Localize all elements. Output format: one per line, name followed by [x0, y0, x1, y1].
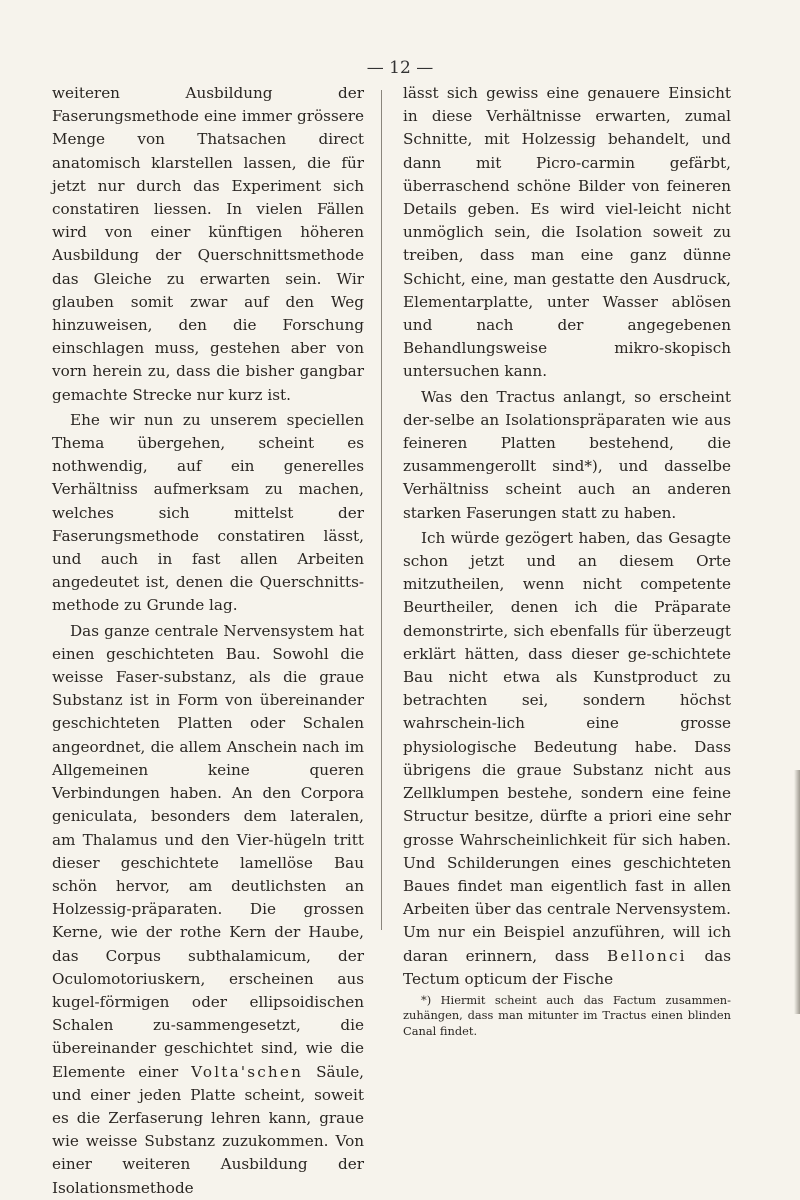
- paragraph: Was den Tractus anlangt, so erscheint der-selbe an Isolationspräparaten wie aus feineren Platten bestehend, die zusammengerollt sind*), und dasselbe Verhältniss scheint auch an anderen starken Faserungen statt zu haben.: [403, 387, 731, 522]
- person-name: Bellonci: [606, 946, 687, 965]
- paragraph-text: das Tectum opticum der Fische: [403, 946, 732, 988]
- paragraph-text: Ich würde gezögert haben, das Gesagte schon jetzt und an diesem Orte mitzutheilen, wenn nicht competente Beurtheiler, denen ich die Präparate demonstrirte, sich ebenfalls für überzeugt erklärt hätten, dass dieser ge-schichtete Bau nicht etwa als Kunstproduct zu betrachten sei, sondern höchst wahrschein-lich eine grosse physiologische Bedeutung habe. Dass übrigens die graue Substanz nicht aus Zellklumpen bestehe, sondern eine feine Structur besitze, dürfte a priori eine sehr grosse Wahrscheinlichkeit für sich haben. Und Schilderungen eines geschichteten Baues findet man eigentlich fast in allen Arbeiten über das centrale Nervensystem. Um nur ein Beispiel anzuführen, will ich daran erinnern, dass: [403, 528, 731, 965]
- footnote: *) Hiermit scheint auch das Factum zusammen-zuhängen, dass man mitunter im Tractus einen blinden Canal findet.: [403, 992, 731, 1038]
- paragraph: Ehe wir nun zu unserem speciellen Thema übergehen, scheint es nothwendig, auf ein generelles Verhältniss aufmerksam zu machen, welches sich mittelst der Faserungsmethode constatiren lässt, und auch in fast allen Arbeiten angedeutet ist, denen die Querschnitts-methode zu Grunde lag.: [52, 410, 364, 615]
- paragraph-text: Das ganze centrale Nervensystem hat einen geschichteten Bau. Sowohl die weisse Faser-substanz, als die graue Substanz ist in Form von übereinander geschichteten Platten oder Schalen angeordnet, die allem Anschein nach im Allgemeinen keine queren Verbindungen haben. An den Corpora geniculata, besonders dem lateralen, am Thalamus und den Vier-hügeln tritt dieser geschichtete lamellöse Bau schön hervor, am deutlichsten an Holzessig-präparaten. Die grossen Kerne, wie der rothe Kern der Haube, das Corpus subthalamicum, der Oculomotoriuskern, erscheinen aus kugel-förmigen oder ellipsoidischen Schalen zu-sammengesetzt, die übereinander geschichtet sind, wie die Elemente einer: [52, 621, 364, 1081]
- paragraph: [403, 527, 731, 991]
- paragraph: [52, 620, 364, 1200]
- right-column: [403, 82, 731, 1039]
- paragraph: lässt sich gewiss eine genauere Einsicht in diese Verhältnisse erwarten, zumal Schnitte, mit Holzessig behandelt, und dann mit Picro-carmin gefärbt, überraschend schöne Bilder von feineren Details geben. Es wird viel-leicht nicht unmöglich sein, die Isolation soweit zu treiben, dass man eine ganz dünne Schicht, eine, man gestatte den Ausdruck, Elementarplatte, unter Wasser ablösen und nach der angegebenen Behandlungsweise mikro-skopisch untersuchen kann.: [403, 84, 731, 381]
- column-divider: [381, 90, 382, 930]
- paragraph-text: Säule, und einer jeden Platte scheint, soweit es die Zerfaserung lehren kann, graue wie weisse Substanz zuzukommen. Von einer weiteren Ausbildung der Isolationsmethode: [52, 1062, 365, 1197]
- page-number: — 12 —: [366, 58, 434, 78]
- person-name: Volta'schen: [191, 1062, 304, 1081]
- left-column: [52, 82, 364, 1200]
- page-edge-shadow: [794, 770, 800, 1014]
- paragraph: weiteren Ausbildung der Faserungsmethode eine immer grössere Menge von Thatsachen direct anatomisch klarstellen lassen, die für jetzt nur durch das Experiment sich constatiren liessen. In vielen Fällen wird von einer künftigen höheren Ausbildung der Querschnittsmethode das Gleiche zu erwarten sein. Wir glauben somit zwar auf den Weg hinzuweisen, den die Forschung einschlagen muss, gestehen aber von vorn herein zu, dass die bisher gangbar gemachte Strecke nur kurz ist.: [52, 84, 364, 404]
